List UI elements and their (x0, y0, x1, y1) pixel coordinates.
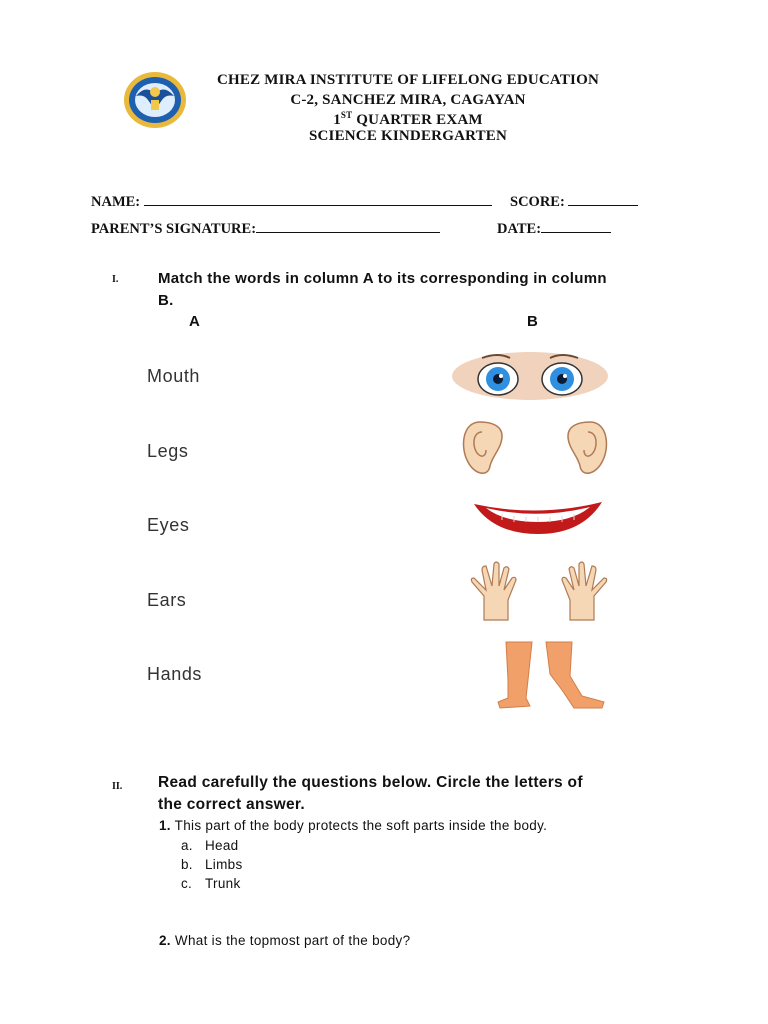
name-label: NAME: (91, 194, 141, 210)
score-label: SCORE: (510, 194, 565, 210)
date-label: DATE: (497, 221, 542, 237)
legs-icon (492, 640, 608, 710)
name-line (91, 193, 492, 211)
section-1-instruction (158, 268, 678, 312)
exam-title: 1ST QUARTER EXAM (333, 110, 483, 128)
question-1-option-a[interactable]: a. Head (181, 838, 239, 853)
section-1-instruction-line1: Match the words in column A to its corresponding in column (158, 270, 607, 287)
name-blank[interactable] (144, 193, 492, 206)
word-mouth: Mouth (147, 366, 201, 386)
parent-signature-label: PARENT’S SIGNATURE: (91, 221, 257, 237)
word-legs: Legs (147, 441, 189, 461)
institute-name: CHEZ MIRA INSTITUTE OF LIFELONG EDUCATION (216, 72, 599, 88)
question-1-number: 1. (159, 818, 171, 833)
eyes-icon (450, 350, 610, 402)
parent-signature-line (91, 220, 440, 238)
word-ears: Ears (147, 590, 187, 610)
score-line (510, 193, 638, 211)
section-1-numeral: I. (112, 274, 119, 285)
question-2-number: 2. (159, 933, 171, 948)
question-2-text: What is the topmost part of the body? (174, 933, 411, 948)
parent-signature-blank[interactable] (256, 220, 440, 233)
section-2-instruction-line2: the correct answer. (158, 796, 305, 813)
date-line (497, 220, 611, 238)
question-1-option-c[interactable]: c. Trunk (181, 876, 241, 891)
question-1 (159, 818, 547, 833)
hands-icon (466, 560, 612, 622)
word-eyes: Eyes (147, 515, 190, 535)
subject-title: SCIENCE KINDERGARTEN (308, 128, 508, 144)
school-seal-logo (122, 70, 188, 130)
mouth-icon (472, 498, 604, 536)
section-1-instruction-line2: B. (158, 292, 174, 309)
column-b-header: B (527, 313, 538, 330)
section-2-instruction (158, 772, 698, 816)
institute-address: C-2, SANCHEZ MIRA, CAGAYAN (290, 92, 526, 108)
section-2-instruction-line1: Read carefully the questions below. Circle the letters of (158, 774, 583, 791)
date-blank[interactable] (541, 220, 611, 233)
section-2-numeral: II. (112, 781, 123, 792)
column-a-header: A (189, 313, 200, 330)
word-hands: Hands (147, 664, 203, 684)
ears-icon (458, 418, 618, 480)
question-1-text: This part of the body protects the soft parts inside the body. (174, 818, 548, 833)
question-1-option-b[interactable]: b. Limbs (181, 857, 243, 872)
question-2 (159, 933, 410, 948)
score-blank[interactable] (568, 193, 638, 206)
